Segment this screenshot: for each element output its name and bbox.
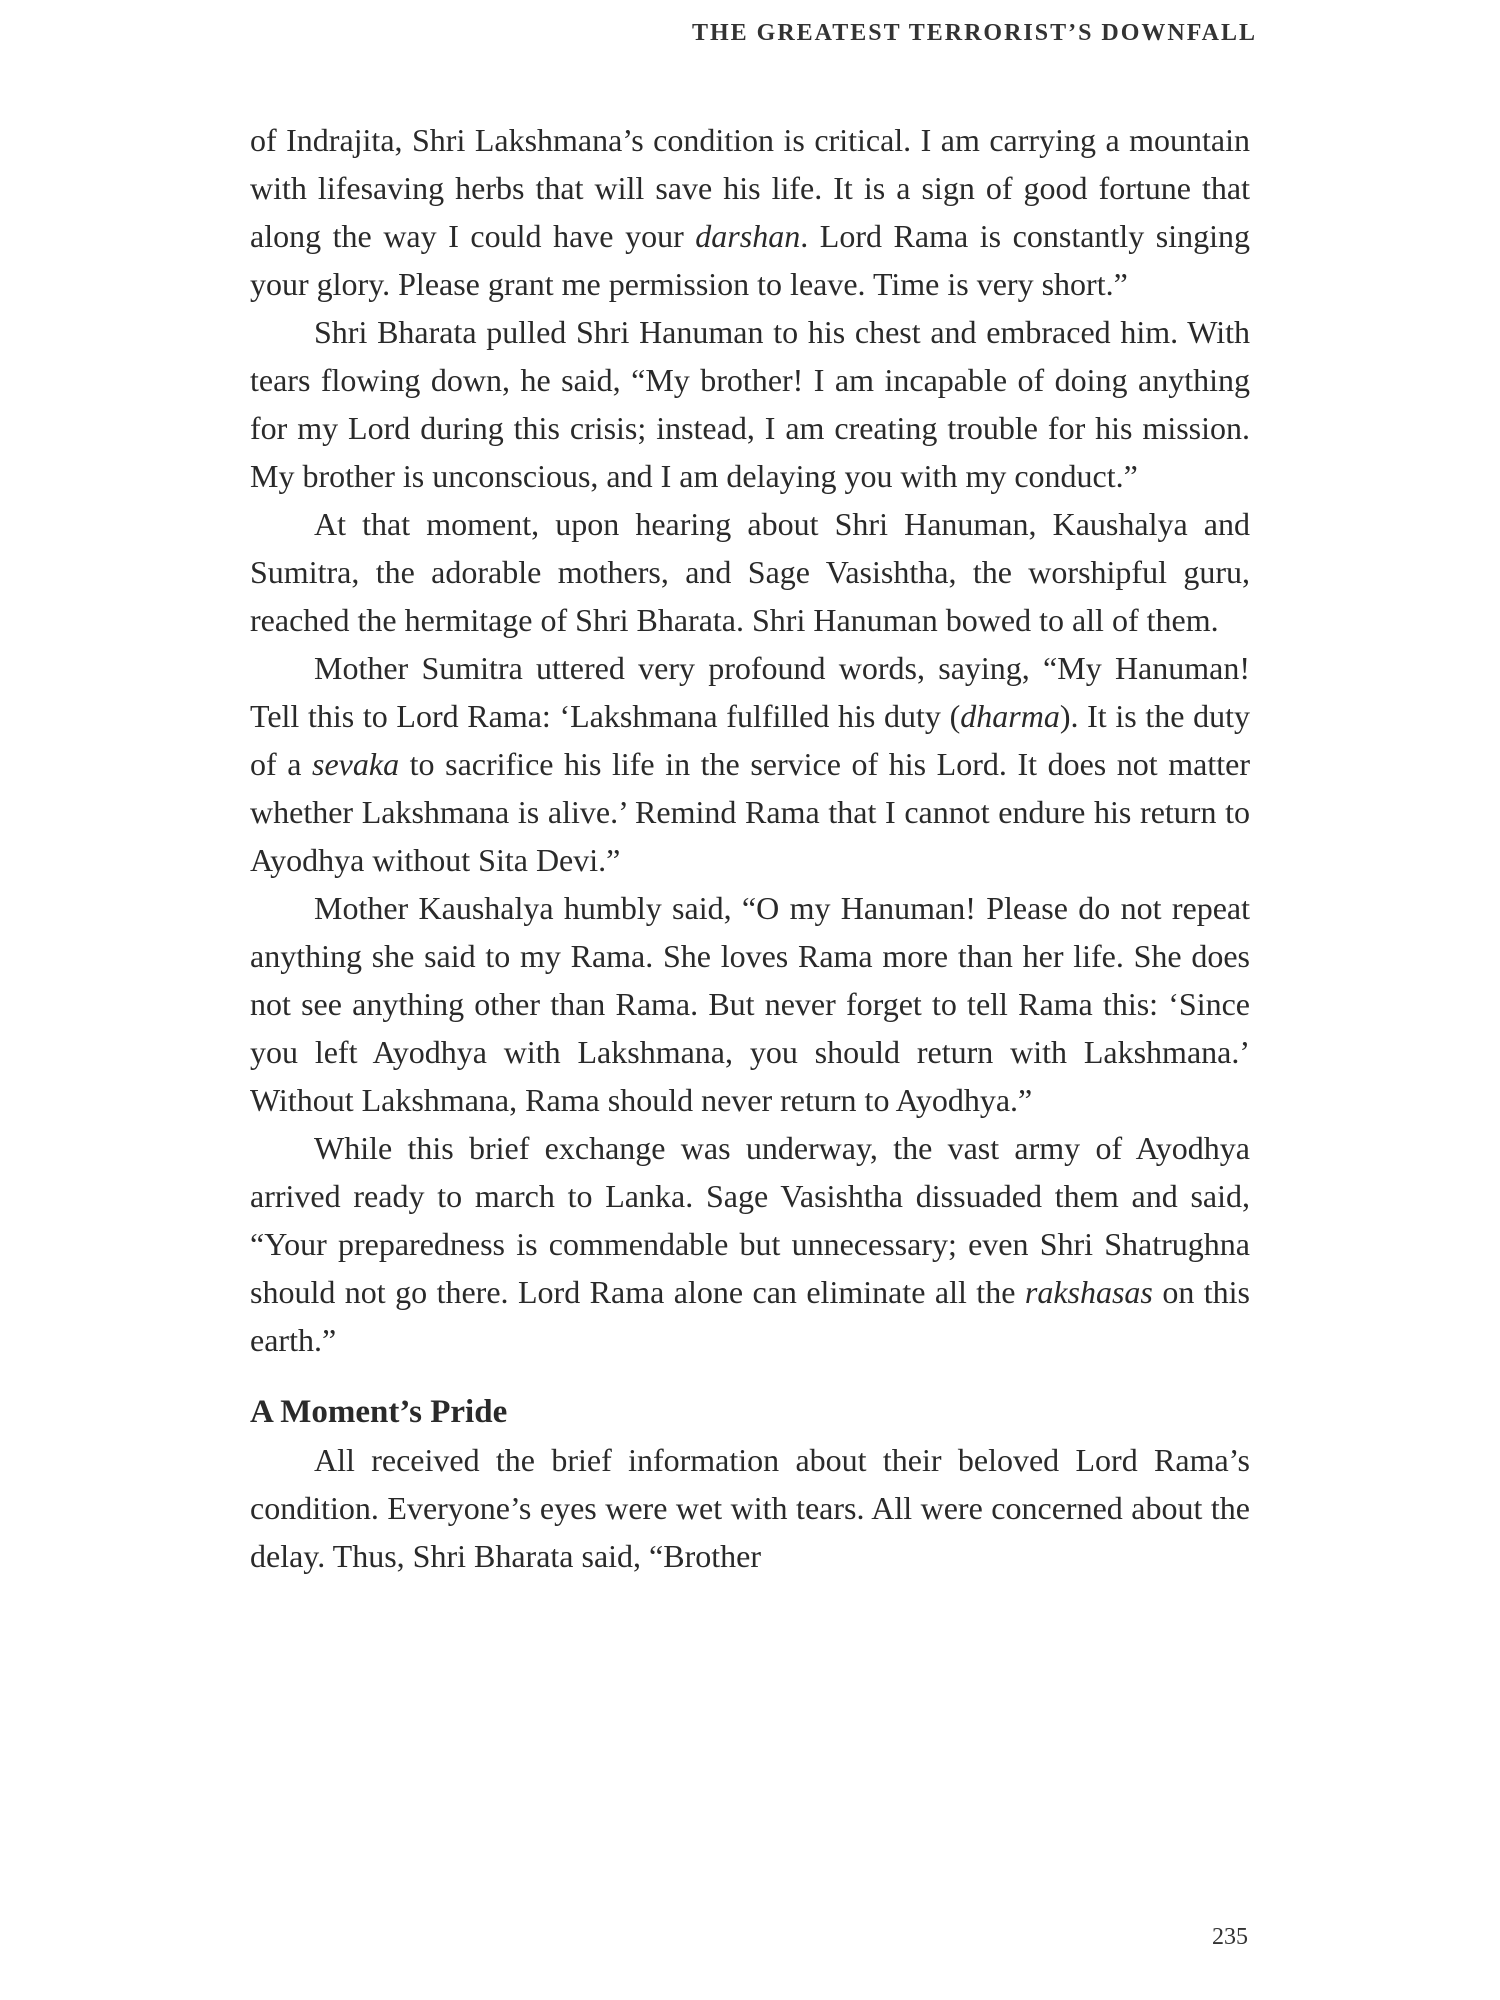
text-run: Shri Bharata pulled Shri Hanuman to his chest and embraced him. With tears flowing down, he said, “My brother! I am incapable of doing anything for my Lord during this crisis; instead, I am creating trouble for his mission. My brother is unconscious, and I am delaying you with my conduct.”: [250, 314, 1250, 494]
italic-term: rakshasas: [1024, 1274, 1153, 1310]
paragraph: [250, 500, 1250, 644]
text-run: . Lord Rama is constantly singing your glory. Please grant me permission to leave. Time is very short.”: [250, 218, 1251, 302]
page-number: 235: [1212, 1924, 1248, 1950]
text-run: ). It is the duty of a: [250, 698, 1251, 782]
paragraph: [250, 308, 1250, 500]
paragraph: [250, 644, 1250, 884]
running-head: THE GREATEST TERRORIST’S DOWNFALL: [691, 20, 1257, 46]
text-run: All received the brief information about their beloved Lord Rama’s condition. Everyone’s eyes were wet with tears. All were concerned about the delay. Thus, Shri Bharata said, “Brother: [250, 1442, 1250, 1574]
body-text: [250, 116, 1250, 1580]
italic-term: darshan: [695, 218, 801, 254]
text-run: on this earth.”: [250, 1274, 1251, 1358]
italic-term: dharma: [960, 698, 1060, 734]
text-run: While this brief exchange was underway, the vast army of Ayodhya arrived ready to march to Lanka. Sage Vasishtha dissuaded them and said, “Your preparedness is commendable but unnecessary; even Shri Shatrughna should not go there. Lord Rama alone can eliminate all the: [250, 1130, 1250, 1310]
text-run: to sacrifice his life in the service of his Lord. It does not matter whether Lakshmana is alive.’ Remind Rama that I cannot endure his return to Ayodhya without Sita Devi.”: [250, 746, 1251, 878]
paragraph: [250, 116, 1250, 308]
paragraph: [250, 884, 1250, 1124]
text-run: Mother Kaushalya humbly said, “O my Hanuman! Please do not repeat anything she said to my Rama. She loves Rama more than her life. She does not see anything other than Rama. But never forget to tell Rama this: ‘Since you left Ayodhya with Lakshmana, you should return with Lakshmana.’ Without Lakshmana, Rama should never return to Ayodhya.”: [250, 890, 1250, 1118]
paragraph: [250, 1436, 1250, 1580]
text-run: At that moment, upon hearing about Shri Hanuman, Kaushalya and Sumitra, the adorable mothers, and Sage Vasishtha, the worshipful guru, reached the hermitage of Shri Bharata. Shri Hanuman bowed to all of them.: [250, 506, 1250, 638]
paragraph: [250, 1124, 1250, 1364]
section-heading: A Moment’s Pride: [250, 1394, 508, 1430]
italic-term: sevaka: [312, 746, 400, 782]
text-run: of Indrajita, Shri Lakshmana’s condition is critical. I am carrying a mountain with lifesaving herbs that will save his life. It is a sign of good fortune that along the way I could have your: [250, 122, 1250, 254]
text-run: Mother Sumitra uttered very profound words, saying, “My Hanuman! Tell this to Lord Rama: ‘Lakshmana fulfilled his duty (: [250, 650, 1250, 734]
